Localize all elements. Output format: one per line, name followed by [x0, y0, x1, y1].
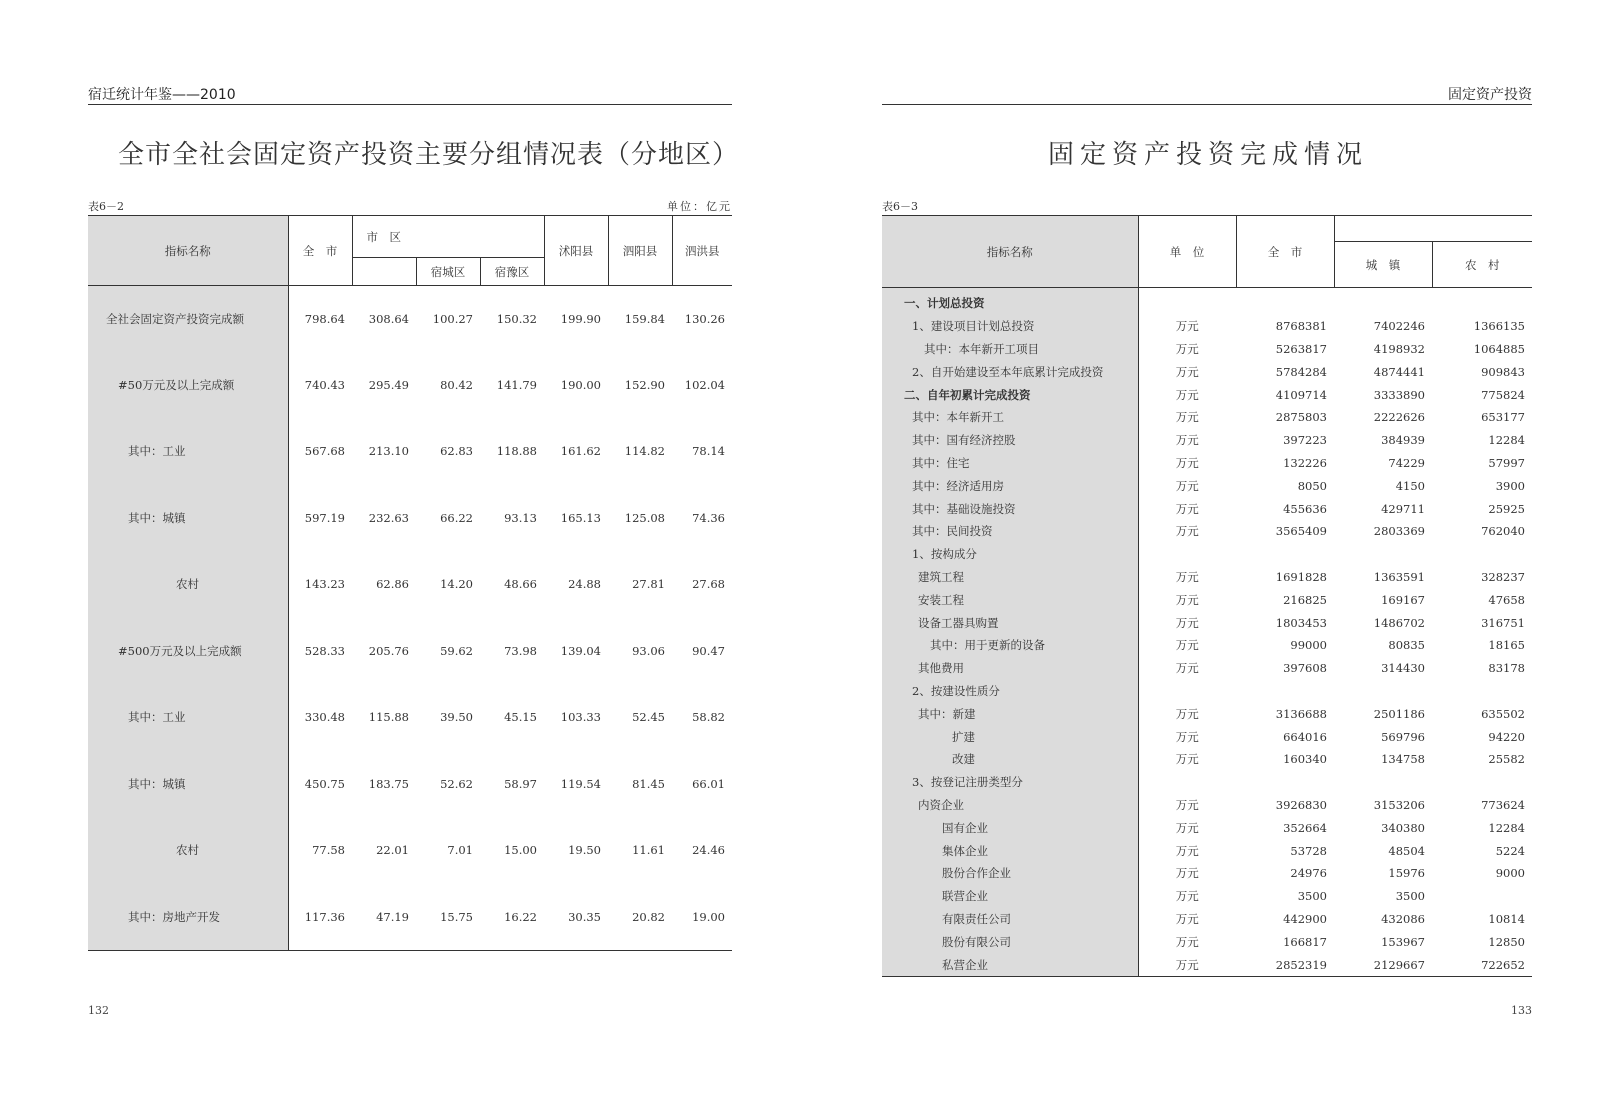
cell-value: 130.26: [684, 311, 725, 326]
table-row: [882, 452, 1532, 475]
page-title-right: 固定资产投资完成情况: [1048, 140, 1369, 170]
unit-label-left: 单位：亿元: [667, 200, 732, 213]
table-right: [882, 215, 1532, 977]
row-label: 股份合作企业: [882, 862, 1138, 885]
cell-unit: 万元: [1175, 957, 1199, 972]
cell-unit: 万元: [1175, 843, 1199, 858]
cell-value: [1432, 288, 1532, 315]
cell-value: 1691828: [1275, 569, 1327, 584]
table-row: [882, 930, 1532, 953]
cell-value: 567.68: [304, 444, 345, 459]
row-label: 1、建设项目计划总投资: [882, 315, 1138, 338]
cell-value: 81.45: [632, 776, 665, 791]
table-row: [882, 429, 1532, 452]
cell-value: 330.48: [304, 710, 345, 725]
cell-value: 20.82: [632, 909, 665, 924]
cell-unit: 万元: [1175, 569, 1199, 584]
cell-value: [1334, 680, 1432, 703]
cell-unit: 万元: [1175, 501, 1199, 516]
row-label: 其中：本年新开工: [882, 406, 1138, 429]
table-row: [88, 684, 732, 751]
cell-value: 7.01: [447, 843, 473, 858]
cell-value: 528.33: [304, 643, 345, 658]
cell-value: 15976: [1388, 866, 1425, 881]
row-label: 其中：民间投资: [882, 520, 1138, 543]
cell-value: 27.81: [632, 577, 665, 592]
cell-value: 384939: [1381, 433, 1425, 448]
cell-value: 14.20: [440, 577, 473, 592]
cell-value: 48.66: [504, 577, 537, 592]
cell-value: 39.50: [440, 710, 473, 725]
cell-value: 183.75: [368, 776, 409, 791]
row-label: 扩建: [882, 725, 1138, 748]
cell-value: 3926830: [1275, 797, 1327, 812]
cell-unit: 万元: [1175, 820, 1199, 835]
cell-value: 80835: [1388, 638, 1425, 653]
row-label: #50万元及以上完成额: [88, 352, 288, 419]
table-row: [882, 702, 1532, 725]
table-row: [882, 520, 1532, 543]
cell-value: 1366135: [1473, 319, 1525, 334]
table-row: [882, 725, 1532, 748]
table-row: [88, 352, 732, 419]
cell-value: 150.32: [496, 311, 537, 326]
cell-value: 2875803: [1275, 410, 1327, 425]
cell-value: 2803369: [1373, 524, 1425, 539]
row-label: 2、自开始建设至本年底累计完成投资: [882, 360, 1138, 383]
row-label: 改建: [882, 748, 1138, 771]
row-label: 农村: [88, 817, 288, 884]
cell-value: 9000: [1495, 866, 1525, 881]
cell-value: 94220: [1488, 729, 1525, 744]
table-row: [882, 816, 1532, 839]
row-label: 其中：城镇: [88, 485, 288, 552]
cell-value: 2129667: [1373, 957, 1425, 972]
cell-value: 722652: [1481, 957, 1525, 972]
cell-value: 73.98: [504, 643, 537, 658]
col-header-sihong: 泗洪县: [672, 216, 732, 286]
cell-value: 19.50: [568, 843, 601, 858]
cell-value: 1486702: [1373, 615, 1425, 630]
cell-value: 99000: [1290, 638, 1327, 653]
cell-value: 569796: [1381, 729, 1425, 744]
cell-value: 48504: [1388, 843, 1425, 858]
page-number-right: 133: [1511, 1004, 1532, 1017]
cell-value: 455636: [1283, 501, 1327, 516]
table-row: [882, 497, 1532, 520]
cell-value: 165.13: [560, 510, 601, 525]
table-row: [882, 885, 1532, 908]
table-row: [882, 588, 1532, 611]
cell-value: 59.62: [440, 643, 473, 658]
table-row: [882, 406, 1532, 429]
row-label: 建筑工程: [882, 566, 1138, 589]
cell-value: 397223: [1283, 433, 1327, 448]
cell-value: 2852319: [1275, 957, 1327, 972]
cell-value: 3333890: [1373, 387, 1425, 402]
col-header-chengzhen: 城 镇: [1334, 242, 1432, 288]
row-label: 其中：工业: [88, 418, 288, 485]
cell-value: 3565409: [1275, 524, 1327, 539]
row-label: #500万元及以上完成额: [88, 618, 288, 685]
cell-value: 125.08: [624, 510, 665, 525]
cell-value: 141.79: [496, 377, 537, 392]
cell-value: 118.88: [496, 444, 537, 459]
row-label: 其中：新建: [882, 702, 1138, 725]
cell-value: 308.64: [368, 311, 409, 326]
cell-value: 25925: [1488, 501, 1525, 516]
cell-value: 74.36: [692, 510, 725, 525]
cell-value: 1363591: [1373, 569, 1425, 584]
row-label: 其中：房地产开发: [88, 884, 288, 951]
cell-value: 102.04: [684, 377, 725, 392]
cell-unit: 万元: [1175, 866, 1199, 881]
row-label: 全社会固定资产投资完成额: [88, 286, 288, 352]
cell-value: 7402246: [1373, 319, 1425, 334]
cell-value: 53728: [1290, 843, 1327, 858]
cell-value: 4109714: [1275, 387, 1327, 402]
running-header-right: 固定资产投资: [1448, 87, 1532, 103]
cell-value: 62.86: [376, 577, 409, 592]
cell-value: 5263817: [1275, 341, 1327, 356]
row-label: 其中：基础设施投资: [882, 497, 1138, 520]
table-row: [88, 551, 732, 618]
cell-unit: 万元: [1175, 387, 1199, 402]
cell-value: 328237: [1481, 569, 1525, 584]
table-row: [88, 618, 732, 685]
row-label: 安装工程: [882, 588, 1138, 611]
row-label: 内资企业: [882, 794, 1138, 817]
cell-value: 52.45: [632, 710, 665, 725]
row-label: 联营企业: [882, 885, 1138, 908]
table-row: [882, 839, 1532, 862]
cell-value: 762040: [1481, 524, 1525, 539]
cell-value: 340380: [1381, 820, 1425, 835]
cell-value: 62.83: [440, 444, 473, 459]
row-label: 集体企业: [882, 839, 1138, 862]
cell-unit: [1138, 771, 1236, 794]
cell-value: 232.63: [368, 510, 409, 525]
cell-value: 153967: [1381, 934, 1425, 949]
col-header-siyang: 泗阳县: [608, 216, 672, 286]
col-header-name: 指标名称: [882, 216, 1138, 288]
cell-value: [1334, 543, 1432, 566]
cell-value: 10814: [1488, 911, 1525, 926]
row-label: 其中：用于更新的设备: [882, 634, 1138, 657]
cell-value: 134758: [1381, 752, 1425, 767]
cell-value: 100.27: [432, 311, 473, 326]
col-header-nongcun: 农 村: [1432, 242, 1532, 288]
cell-value: 190.00: [560, 377, 601, 392]
cell-value: 80.42: [440, 377, 473, 392]
cell-value: [1432, 885, 1532, 908]
table-row: [882, 566, 1532, 589]
cell-value: 12284: [1488, 433, 1525, 448]
table-row: [88, 485, 732, 552]
col-header-shuyang: 沭阳县: [544, 216, 608, 286]
cell-value: 66.22: [440, 510, 473, 525]
cell-value: 77.58: [312, 843, 345, 858]
table-row: [882, 315, 1532, 338]
col-header-suyu: 宿豫区: [480, 258, 544, 286]
cell-unit: [1138, 288, 1236, 315]
cell-unit: 万元: [1175, 889, 1199, 904]
cell-unit: 万元: [1175, 797, 1199, 812]
cell-unit: 万元: [1175, 364, 1199, 379]
cell-unit: 万元: [1175, 524, 1199, 539]
cell-value: 152.90: [624, 377, 665, 392]
cell-value: 25582: [1488, 752, 1525, 767]
table-row: [882, 862, 1532, 885]
cell-value: 24.88: [568, 577, 601, 592]
cell-value: [1236, 771, 1334, 794]
cell-unit: 万元: [1175, 706, 1199, 721]
cell-value: 139.04: [560, 643, 601, 658]
cell-value: 169167: [1381, 592, 1425, 607]
cell-value: 4874441: [1373, 364, 1425, 379]
cell-value: 159.84: [624, 311, 665, 326]
cell-value: 166817: [1283, 934, 1327, 949]
cell-value: 161.62: [560, 444, 601, 459]
cell-value: 27.68: [692, 577, 725, 592]
cell-value: 19.00: [692, 909, 725, 924]
cell-value: 295.49: [368, 377, 409, 392]
table-row: [882, 634, 1532, 657]
cell-value: 30.35: [568, 909, 601, 924]
cell-value: 3900: [1495, 478, 1525, 493]
table-row: [882, 908, 1532, 931]
cell-value: 653177: [1481, 410, 1525, 425]
cell-value: 664016: [1283, 729, 1327, 744]
cell-value: 103.33: [560, 710, 601, 725]
cell-value: 773624: [1481, 797, 1525, 812]
cell-unit: [1138, 680, 1236, 703]
row-label: 3、按登记注册类型分: [882, 771, 1138, 794]
cell-unit: 万元: [1175, 478, 1199, 493]
cell-value: 22.01: [376, 843, 409, 858]
row-label: 设备工器具购置: [882, 611, 1138, 634]
cell-value: 93.06: [632, 643, 665, 658]
cell-value: 450.75: [304, 776, 345, 791]
cell-value: 15.75: [440, 909, 473, 924]
row-label: 其中：住宅: [882, 452, 1138, 475]
cell-value: 314430: [1381, 661, 1425, 676]
cell-value: 24.46: [692, 843, 725, 858]
cell-value: 1803453: [1275, 615, 1327, 630]
cell-value: 2222626: [1373, 410, 1425, 425]
cell-value: 93.13: [504, 510, 537, 525]
row-label: 股份有限公司: [882, 930, 1138, 953]
table-row: [88, 884, 732, 951]
cell-value: 132226: [1283, 455, 1327, 470]
cell-value: 45.15: [504, 710, 537, 725]
cell-value: 3500: [1297, 889, 1327, 904]
table-row: [882, 657, 1532, 680]
cell-unit: 万元: [1175, 341, 1199, 356]
cell-value: 205.76: [368, 643, 409, 658]
cell-value: 775824: [1481, 387, 1525, 402]
table-row: [88, 286, 732, 352]
cell-value: 11.61: [632, 843, 665, 858]
cell-value: 352664: [1283, 820, 1327, 835]
cell-value: 316751: [1481, 615, 1525, 630]
header-rule-left: [88, 104, 732, 105]
cell-value: 15.00: [504, 843, 537, 858]
cell-value: [1236, 543, 1334, 566]
cell-unit: 万元: [1175, 319, 1199, 334]
row-label: 私营企业: [882, 953, 1138, 976]
table-row: [882, 288, 1532, 315]
col-header-name: 指标名称: [88, 216, 288, 286]
cell-value: [1236, 680, 1334, 703]
col-header-quanshi: 全 市: [1236, 216, 1334, 288]
row-label: 农村: [88, 551, 288, 618]
cell-value: [1334, 771, 1432, 794]
col-header-quanshi: 全 市: [288, 216, 352, 286]
cell-value: 12850: [1488, 934, 1525, 949]
cell-value: 47658: [1488, 592, 1525, 607]
cell-unit: 万元: [1175, 410, 1199, 425]
cell-value: 8768381: [1275, 319, 1327, 334]
table-row: [882, 338, 1532, 361]
cell-value: 16.22: [504, 909, 537, 924]
cell-value: 57997: [1488, 455, 1525, 470]
cell-value: 3153206: [1373, 797, 1425, 812]
cell-value: 442900: [1283, 911, 1327, 926]
cell-value: 3500: [1395, 889, 1425, 904]
cell-value: 24976: [1290, 866, 1327, 881]
cell-value: 635502: [1481, 706, 1525, 721]
cell-value: 58.97: [504, 776, 537, 791]
cell-value: 4150: [1395, 478, 1425, 493]
cell-value: 18165: [1488, 638, 1525, 653]
cell-value: 909843: [1481, 364, 1525, 379]
cell-value: 740.43: [304, 377, 345, 392]
cell-unit: 万元: [1175, 455, 1199, 470]
table-label-left: 表6－2: [88, 200, 124, 213]
table-label-right: 表6－3: [882, 200, 918, 213]
row-label: 其中：工业: [88, 684, 288, 751]
cell-value: 5784284: [1275, 364, 1327, 379]
cell-value: 58.82: [692, 710, 725, 725]
row-label: 其中：经济适用房: [882, 474, 1138, 497]
page-title-left: 全市全社会固定资产投资主要分组情况表（分地区）: [118, 140, 740, 170]
cell-unit: 万元: [1175, 752, 1199, 767]
row-label: 2、按建设性质分: [882, 680, 1138, 703]
cell-value: 78.14: [692, 444, 725, 459]
cell-value: 12284: [1488, 820, 1525, 835]
table-row: [882, 474, 1532, 497]
cell-value: 199.90: [560, 311, 601, 326]
col-header-shiqu: 市 区: [352, 216, 544, 258]
cell-value: 597.19: [304, 510, 345, 525]
row-label: 1、按构成分: [882, 543, 1138, 566]
cell-value: 4198932: [1373, 341, 1425, 356]
table-row: [882, 611, 1532, 634]
row-label: 其中：城镇: [88, 751, 288, 818]
row-label: 一、计划总投资: [882, 288, 1138, 315]
cell-unit: 万元: [1175, 661, 1199, 676]
cell-value: 213.10: [368, 444, 409, 459]
cell-value: 2501186: [1373, 706, 1425, 721]
table-row: [882, 794, 1532, 817]
table-row: [88, 817, 732, 884]
row-label: 其他费用: [882, 657, 1138, 680]
cell-value: 5224: [1495, 843, 1525, 858]
col-header-sucheng: 宿城区: [416, 258, 480, 286]
cell-value: 143.23: [304, 577, 345, 592]
cell-value: 8050: [1297, 478, 1327, 493]
table-row: [882, 771, 1532, 794]
cell-value: 1064885: [1473, 341, 1525, 356]
cell-value: 114.82: [624, 444, 665, 459]
table-row: [882, 543, 1532, 566]
cell-value: 432086: [1381, 911, 1425, 926]
page-number-left: 132: [88, 1004, 109, 1017]
table-row: [882, 383, 1532, 406]
cell-value: [1432, 543, 1532, 566]
cell-value: 798.64: [304, 311, 345, 326]
cell-unit: 万元: [1175, 592, 1199, 607]
cell-unit: 万元: [1175, 638, 1199, 653]
cell-value: 429711: [1381, 501, 1425, 516]
table-row: [882, 360, 1532, 383]
cell-value: 160340: [1283, 752, 1327, 767]
col-header-group: [1334, 216, 1532, 242]
cell-value: 90.47: [692, 643, 725, 658]
cell-value: 216825: [1283, 592, 1327, 607]
cell-unit: [1138, 543, 1236, 566]
cell-value: 3136688: [1275, 706, 1327, 721]
table-row: [88, 751, 732, 818]
cell-value: 397608: [1283, 661, 1327, 676]
table-row: [88, 418, 732, 485]
running-header-left: 宿迁统计年鉴——2010: [88, 87, 236, 103]
cell-value: 115.88: [368, 710, 409, 725]
cell-value: 74229: [1388, 455, 1425, 470]
cell-unit: 万元: [1175, 911, 1199, 926]
table-row: [882, 680, 1532, 703]
cell-value: [1334, 288, 1432, 315]
cell-unit: 万元: [1175, 729, 1199, 744]
cell-value: 83178: [1488, 661, 1525, 676]
col-header-shiqu-sub: [352, 258, 416, 286]
cell-unit: 万元: [1175, 615, 1199, 630]
row-label: 有限责任公司: [882, 908, 1138, 931]
cell-value: [1432, 771, 1532, 794]
table-left: [88, 215, 732, 951]
row-label: 其中：本年新开工项目: [882, 338, 1138, 361]
table-row: [882, 748, 1532, 771]
cell-value: 117.36: [304, 909, 345, 924]
col-header-unit: 单 位: [1138, 216, 1236, 288]
table-row: [882, 953, 1532, 976]
cell-unit: 万元: [1175, 433, 1199, 448]
cell-value: 52.62: [440, 776, 473, 791]
cell-value: 47.19: [376, 909, 409, 924]
row-label: 二、自年初累计完成投资: [882, 383, 1138, 406]
row-label: 其中：国有经济控股: [882, 429, 1138, 452]
cell-value: [1236, 288, 1334, 315]
header-rule-right: [882, 104, 1532, 105]
cell-unit: 万元: [1175, 934, 1199, 949]
cell-value: [1432, 680, 1532, 703]
row-label: 国有企业: [882, 816, 1138, 839]
cell-value: 119.54: [560, 776, 601, 791]
cell-value: 66.01: [692, 776, 725, 791]
